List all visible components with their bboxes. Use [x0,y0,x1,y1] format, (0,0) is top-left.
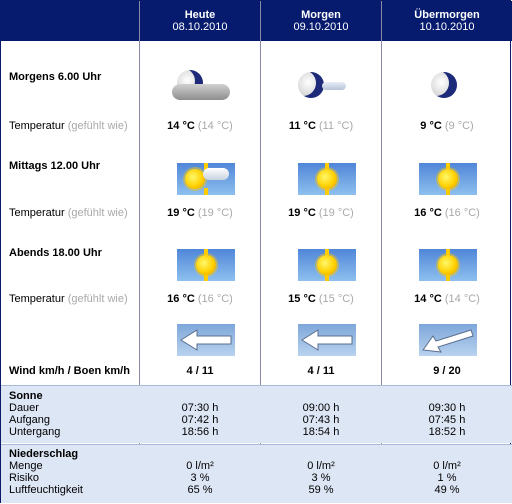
sunrise-value: 07:45 h [428,414,466,426]
wind-arrow-icon [177,324,235,356]
day-date: 10.10.2010 [419,21,475,33]
sun-values-tomorrow [261,402,381,438]
rain-label-risk: Risiko [9,472,39,484]
sun-cloud-icon [177,163,235,195]
sun-values-day-after [382,402,512,438]
sun-label-set: Untergang [9,426,61,438]
wind-arrow-icon [419,324,477,356]
wind-arrow-icon [177,324,235,356]
day-date: 09.10.2010 [293,21,349,33]
day-header-day-after [382,1,512,41]
temperature-value: 14 °C (14 °C) [414,293,480,305]
wind-arrow-icon [419,324,477,356]
day-header-today [140,1,260,41]
sunset-value: 18:54 h [302,426,340,438]
day-date: 08.10.2010 [172,21,228,33]
humidity-value: 49 % [434,484,460,496]
sun-icon [419,163,477,195]
rain-risk-value: 3 % [311,472,331,484]
temperature-value: 19 °C (19 °C) [167,207,233,219]
rain-values-day-after [382,460,512,496]
sun-label-rise: Aufgang [9,414,50,426]
wind-value: 4 / 11 [186,365,214,377]
humidity-value: 65 % [187,484,213,496]
sunset-value: 18:52 h [428,426,466,438]
rain-amount-value: 0 l/m² [186,460,214,472]
sunrise-value: 07:43 h [302,414,340,426]
rain-label-amount: Menge [9,460,43,472]
temperature-value: 14 °C (14 °C) [167,120,233,132]
temperature-value: 15 °C (15 °C) [288,293,354,305]
day-name: Morgen [301,9,341,21]
temperature-label: Temperatur (gefühlt wie) [9,120,128,132]
sun-icon [419,249,477,281]
rain-risk-value: 1 % [437,472,457,484]
day-name: Übermorgen [414,9,480,21]
sun-icon [298,249,356,281]
divider [1,385,512,386]
rain-amount-value: 0 l/m² [433,460,461,472]
rain-section-labels [9,448,83,496]
sun-duration-value: 07:30 h [181,402,219,414]
sun-values-today [140,402,260,438]
temperature-value: 16 °C (16 °C) [167,293,233,305]
moon-cloud-icon [294,70,352,102]
divider [1,444,512,445]
day-name: Heute [184,9,216,21]
sun-icon [298,163,356,195]
sunset-value: 18:56 h [181,426,219,438]
humidity-value: 59 % [308,484,334,496]
rain-label-humidity: Luftfeuchtigkeit [9,484,83,496]
wind-arrow-icon [298,324,356,356]
rain-risk-value: 3 % [190,472,210,484]
sun-section-title: Sonne [9,390,43,402]
period-title-noon: Mittags 12.00 Uhr [9,160,101,172]
sun-duration-value: 09:30 h [428,402,466,414]
temperature-label: Temperatur (gefühlt wie) [9,293,128,305]
day-header-tomorrow [261,1,381,41]
wind-arrow-icon [298,324,356,356]
period-title-morning: Morgens 6.00 Uhr [9,71,102,83]
wind-value: 9 / 20 [433,365,461,377]
sun-label-duration: Dauer [9,402,39,414]
rain-amount-value: 0 l/m² [307,460,335,472]
temperature-label: Temperatur (gefühlt wie) [9,207,128,219]
rain-section-title: Niederschlag [9,448,79,460]
temperature-value: 19 °C (19 °C) [288,207,354,219]
sun-duration-value: 09:00 h [302,402,340,414]
wind-value: 4 / 11 [307,365,335,377]
sun-icon [177,249,235,281]
temperature-value: 9 °C (9 °C) [420,120,474,132]
sunrise-value: 07:42 h [181,414,219,426]
wind-label: Wind km/h / Boen km/h [9,365,130,377]
moon-icon [415,70,473,102]
rain-values-tomorrow [261,460,381,496]
temperature-value: 16 °C (16 °C) [414,207,480,219]
temperature-value: 11 °C (11 °C) [288,120,354,132]
sun-section-labels [9,390,60,438]
header-corner [1,1,139,41]
period-title-evening: Abends 18.00 Uhr [9,247,102,259]
rain-values-today [140,460,260,496]
moon-cloud-icon [172,70,230,102]
